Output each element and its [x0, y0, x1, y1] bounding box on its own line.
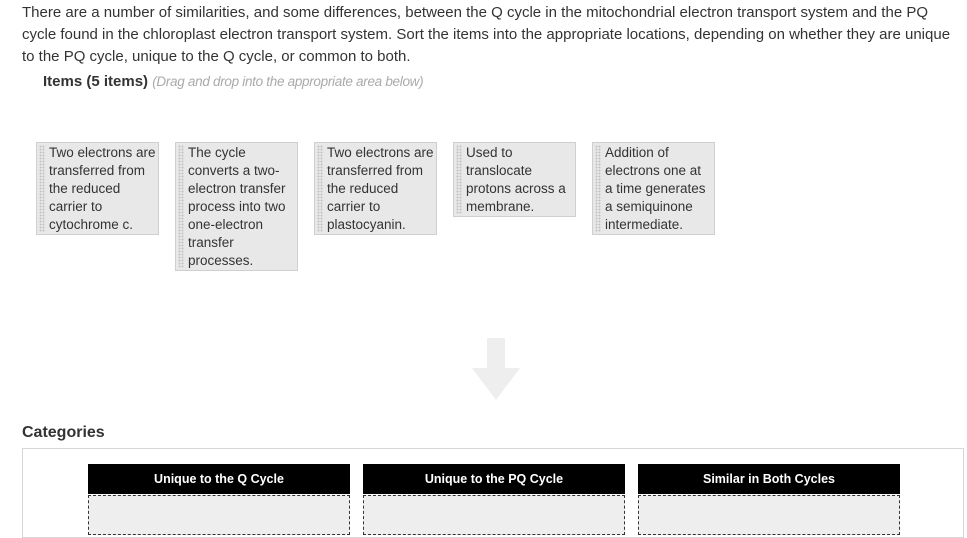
- drop-zone-pq-cycle[interactable]: [363, 495, 625, 535]
- draggable-item[interactable]: [36, 142, 159, 235]
- drag-handle-icon[interactable]: [456, 145, 462, 214]
- item-text: Two electrons are transferred from the reduced carrier to plastocyanin.: [327, 145, 434, 232]
- category-header-both-cycles: Similar in Both Cycles: [638, 464, 900, 494]
- draggable-item[interactable]: [592, 142, 715, 235]
- drop-zone-q-cycle[interactable]: [88, 495, 350, 535]
- item-text: The cycle converts a two-electron transfer process into two one-electron transfer processes.: [188, 145, 286, 268]
- items-title: Items (5 items): [43, 73, 149, 90]
- items-heading: [43, 71, 423, 93]
- down-arrow-icon: [472, 338, 520, 400]
- drag-handle-icon[interactable]: [178, 145, 184, 268]
- item-text: Two electrons are transferred from the reduced carrier to cytochrome c.: [49, 145, 156, 232]
- drag-handle-icon[interactable]: [317, 145, 323, 232]
- items-hint: (Drag and drop into the appropriate area below): [152, 74, 424, 89]
- draggable-item[interactable]: [314, 142, 437, 235]
- drag-handle-icon[interactable]: [39, 145, 45, 232]
- drag-handle-icon[interactable]: [595, 145, 601, 232]
- categories-label: Categories: [22, 424, 105, 441]
- draggable-item[interactable]: [175, 142, 298, 271]
- drop-zone-both-cycles[interactable]: [638, 495, 900, 535]
- draggable-item[interactable]: [453, 142, 576, 217]
- item-text: Used to translocate protons across a membrane.: [466, 145, 566, 214]
- category-header-q-cycle: Unique to the Q Cycle: [88, 464, 350, 494]
- category-header-pq-cycle: Unique to the PQ Cycle: [363, 464, 625, 494]
- instructions-text: There are a number of similarities, and some differences, between the Q cycle in the mitochondrial electron transport system and the PQ cycle found in the chloroplast electron transport system. Sort the items into the appropriate locations, depending on whether they are unique to the PQ cycle, unique to the Q cycle, or common to both.: [22, 4, 951, 65]
- item-text: Addition of electrons one at a time generates a semiquinone intermediate.: [605, 145, 706, 232]
